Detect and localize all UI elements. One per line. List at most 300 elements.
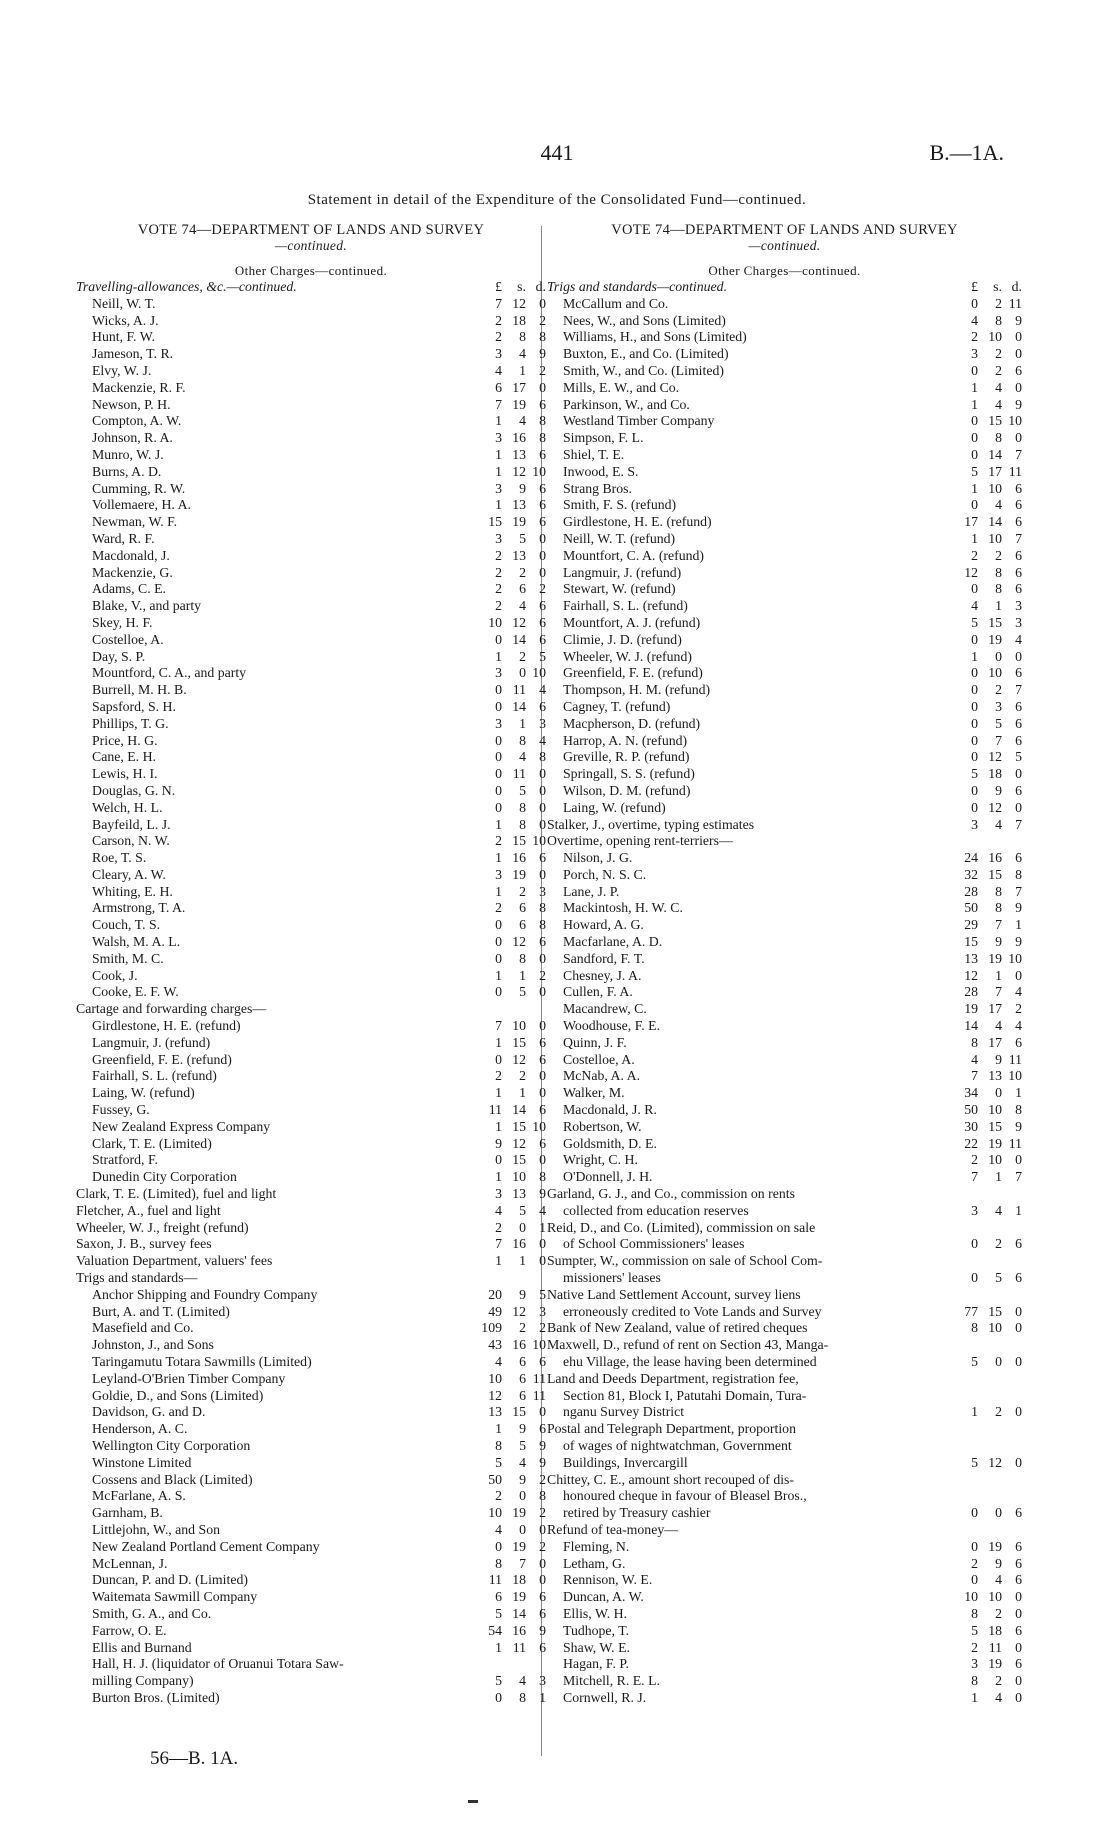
entry-amount [948,817,1022,834]
entry-description: Goldie, D., and Sons (Limited) [92,1387,264,1403]
table-row [76,1220,546,1237]
table-row [76,934,546,951]
entry-description: Chesney, J. A. [563,967,642,983]
entry-amount [472,766,546,783]
pounds-value: 8 [495,1555,502,1571]
entry-description: Cane, E. H. [92,749,156,765]
shillings-value: 5 [519,984,526,1000]
entry-amount [472,900,546,917]
shillings-value: 9 [995,1555,1002,1571]
pence-value: 11 [1008,295,1022,311]
table-row [76,1085,546,1102]
pounds-value: 2 [971,547,978,563]
table-row [547,380,1022,397]
pounds-value: 0 [971,446,978,462]
pounds-value: 0 [495,782,502,798]
entry-description: of School Commissioners' leases [563,1236,745,1252]
entry-description: Cullen, F. A. [563,984,633,1000]
table-row [76,733,546,750]
entry-amount [472,1203,546,1220]
shillings-value: 15 [512,1034,526,1050]
pounds-value: 10 [488,1370,502,1386]
pence-value: 8 [539,329,546,345]
table-row [547,1556,1022,1573]
entry-amount [948,1320,1022,1337]
entry-amount [948,1623,1022,1640]
table-row [76,1640,546,1657]
pounds-value: 0 [971,295,978,311]
pence-value: 6 [539,698,546,714]
entries-list [76,296,546,1707]
table-row [547,514,1022,531]
table-row [547,598,1022,615]
entry-description: Fussey, G. [92,1102,150,1118]
entry-amount [472,1035,546,1052]
entry-amount [948,665,1022,682]
pounds-value: 11 [488,1102,502,1118]
pounds-value: 0 [971,698,978,714]
pounds-value: 22 [964,1135,978,1151]
table-row [76,514,546,531]
entry-description: Cornwell, R. J. [563,1689,647,1705]
table-row [547,1035,1022,1052]
entry-amount [472,1220,546,1237]
entry-amount [472,1572,546,1589]
table-row [547,1304,1022,1321]
entry-amount [472,565,546,582]
pence-value: 8 [539,1169,546,1185]
entry-description: Inwood, E. S. [563,463,639,479]
entry-description: Clark, T. E. (Limited) [92,1135,212,1151]
entry-description: Fletcher, A., fuel and light [76,1202,221,1218]
pence-value: 0 [539,1253,546,1269]
pounds-value: 5 [971,463,978,479]
entry-amount [472,1556,546,1573]
pence-value: 6 [1015,480,1022,496]
pounds-value: 3 [495,430,502,446]
entry-amount [948,1304,1022,1321]
entry-amount [948,951,1022,968]
document-code: B.—1A. [929,140,1004,165]
shillings-value: 6 [519,917,526,933]
pounds-value: 1 [495,1034,502,1050]
entry-description: Cagney, T. (refund) [563,698,671,714]
entry-amount [948,615,1022,632]
table-row [547,447,1022,464]
pence-value: 7 [1015,530,1022,546]
shillings-value: 0 [995,1354,1002,1369]
shillings-value: 16 [512,1236,526,1252]
pence-value: 6 [539,614,546,630]
entry-description: Trigs and standards— [76,1270,198,1286]
pounds-value: 1 [971,1404,978,1420]
entry-amount [472,363,546,380]
pence-value: 6 [539,1034,546,1050]
shillings-value: 10 [512,1169,526,1185]
pounds-value: 1 [495,497,502,513]
table-row [76,447,546,464]
shillings-value: 16 [512,1337,526,1353]
entry-description: honoured cheque in favour of Bleasel Bros., [563,1488,807,1504]
pence-value: 6 [1015,732,1022,748]
pence-value: 0 [539,1236,546,1252]
table-row [76,632,546,649]
money-headers: £ s. d. [495,279,546,294]
table-row [547,1690,1022,1707]
pounds-value: 0 [971,631,978,647]
pence-value: 4 [539,732,546,748]
table-row [547,1186,1022,1203]
shillings-value: 4 [995,1202,1002,1218]
table-row [76,296,546,313]
entry-amount [948,1102,1022,1119]
entry-description: Stratford, F. [92,1152,158,1168]
table-row [547,716,1022,733]
shillings-value: 5 [995,715,1002,731]
entry-description: Taringamutu Totara Sawmills (Limited) [92,1354,312,1369]
entry-amount [948,481,1022,498]
table-row [76,1623,546,1640]
entry-description: Munro, W. J. [92,446,164,462]
shillings-value: 5 [995,1270,1002,1286]
pounds-value: 3 [971,1656,978,1672]
entry-description: Climie, J. D. (refund) [563,631,682,647]
entry-description: Price, H. G. [92,732,158,748]
shillings-value: 4 [519,749,526,765]
shillings-value: 12 [988,749,1002,765]
entry-amount [948,800,1022,817]
table-row [547,1455,1022,1472]
table-row [76,1001,546,1018]
entry-description: Newman, W. F. [92,514,178,530]
shillings-value: 11 [512,682,526,698]
pence-value: 6 [539,850,546,866]
table-row [76,699,546,716]
pence-value: 6 [1015,1270,1022,1286]
entry-amount [472,481,546,498]
shillings-value: 15 [988,614,1002,630]
table-row [76,716,546,733]
shillings-value: 0 [519,1219,526,1235]
pounds-value: 2 [971,1152,978,1168]
pence-value: 4 [1015,1018,1022,1034]
pounds-value: 1 [495,1253,502,1269]
pounds-value: 2 [495,900,502,916]
entry-description: Girdlestone, H. E. (refund) [563,514,712,530]
pence-value: 2 [539,581,546,597]
pence-value: 8 [539,749,546,765]
entry-description: Rennison, W. E. [563,1572,653,1588]
entry-amount [472,1169,546,1186]
pence-value: 0 [1015,967,1022,983]
pence-value: 0 [1015,1605,1022,1621]
pence-value: 10 [532,1337,546,1353]
entry-description: retired by Treasury cashier [563,1505,711,1521]
table-row [547,329,1022,346]
shillings-value: 18 [988,1622,1002,1638]
entry-amount [472,1404,546,1421]
entry-amount [948,733,1022,750]
entry-amount [472,699,546,716]
pounds-value: 3 [495,530,502,546]
table-row [547,1220,1022,1237]
pence-value: 6 [1015,581,1022,597]
entry-description: Burrell, M. H. B. [92,682,187,698]
entry-amount [472,817,546,834]
pence-value: 3 [539,715,546,731]
table-row [547,464,1022,481]
pence-value: 5 [539,1286,546,1302]
entry-amount [472,682,546,699]
entry-amount [948,413,1022,430]
shillings-value: 10 [988,665,1002,681]
table-row [76,749,546,766]
entry-amount [948,1152,1022,1169]
shillings-value: 1 [519,967,526,983]
pounds-value: 54 [488,1622,502,1638]
entry-amount [472,749,546,766]
entry-amount [472,514,546,531]
entry-description: missioners' leases [563,1270,661,1286]
entry-description: Duncan, P. and D. (Limited) [92,1572,248,1588]
shillings-value: 13 [512,497,526,513]
pounds-value: 0 [971,1270,978,1286]
pounds-value: 0 [971,497,978,513]
entry-amount [948,464,1022,481]
shillings-value: 19 [512,514,526,530]
entry-description: Dunedin City Corporation [92,1169,237,1185]
entry-description: Ellis, W. H. [563,1605,628,1621]
entry-amount [472,1253,546,1270]
table-row [547,1640,1022,1657]
entry-amount [472,665,546,682]
entry-amount [948,867,1022,884]
shillings-value: 6 [519,1354,526,1369]
entry-amount [948,1052,1022,1069]
entry-amount [472,951,546,968]
entry-description: collected from education reserves [563,1202,749,1218]
entry-amount [948,1404,1022,1421]
entry-amount [948,1690,1022,1707]
pence-value: 2 [539,1538,546,1554]
entry-amount [472,548,546,565]
shillings-value: 19 [512,1589,526,1605]
shillings-value: 8 [995,883,1002,899]
shillings-value: 14 [512,1102,526,1118]
pence-value: 11 [1008,1051,1022,1067]
table-row [76,1421,546,1438]
entry-amount [472,850,546,867]
entry-description: McNab, A. A. [563,1068,641,1084]
shillings-value: 11 [512,766,526,782]
shillings-value: 14 [512,631,526,647]
entry-amount [472,968,546,985]
pounds-value: 3 [495,665,502,681]
pounds-value: 2 [495,581,502,597]
shillings-value: 9 [995,782,1002,798]
shillings-value: 7 [995,732,1002,748]
shillings-value: 1 [519,1085,526,1101]
shillings-value: 1 [995,598,1002,614]
entry-amount [472,413,546,430]
pence-value: 6 [539,446,546,462]
pence-value: 0 [1015,1639,1022,1655]
entry-amount [948,1656,1022,1673]
entry-amount [472,716,546,733]
entry-description: Winstone Limited [92,1454,192,1470]
pence-value: 0 [539,530,546,546]
table-row [76,1455,546,1472]
entry-description: Lane, J. P. [563,883,620,899]
entry-description: Newson, P. H. [92,396,171,412]
entry-description: Wright, C. H. [563,1152,638,1168]
shillings-value: 10 [988,1152,1002,1168]
table-row [547,968,1022,985]
pounds-value: 5 [495,1454,502,1470]
entry-amount [472,800,546,817]
entry-description: Compton, A. W. [92,413,182,429]
pence-value: 0 [539,1152,546,1168]
pence-value: 8 [539,900,546,916]
entry-description: New Zealand Express Company [92,1118,271,1134]
entry-amount [472,917,546,934]
pounds-value: 2 [971,1639,978,1655]
entry-description: Harrop, A. N. (refund) [563,732,688,748]
pence-value: 3 [1015,598,1022,614]
entry-description: Smith, G. A., and Co. [92,1605,212,1621]
entry-description: Fairhall, S. L. (refund) [563,598,688,614]
pence-value: 0 [539,1404,546,1420]
shillings-value: 8 [995,581,1002,597]
pence-value: 0 [539,1068,546,1084]
table-row [76,850,546,867]
pence-value: 1 [1015,917,1022,933]
pence-value: 9 [539,1437,546,1453]
pounds-value: 0 [971,430,978,446]
shillings-value: 1 [519,362,526,378]
pounds-value: 2 [495,547,502,563]
pounds-value: 49 [488,1303,502,1319]
entry-description: Woodhouse, F. E. [563,1018,661,1034]
pence-value: 10 [532,665,546,681]
entry-description: Mountfort, A. J. (refund) [563,614,701,630]
table-row [547,884,1022,901]
table-row [547,1505,1022,1522]
shillings-value: 2 [995,346,1002,362]
table-row [76,1136,546,1153]
pounds-value: 3 [495,346,502,362]
table-row [547,1404,1022,1421]
pounds-value: 20 [488,1286,502,1302]
pence-value: 2 [539,967,546,983]
entry-amount [472,1068,546,1085]
entry-description: O'Donnell, J. H. [563,1169,653,1185]
pounds-value: 1 [495,967,502,983]
entry-amount [472,329,546,346]
pence-value: 6 [1015,698,1022,714]
shillings-value: 2 [995,1605,1002,1621]
pounds-value: 2 [971,329,978,345]
shillings-value: 2 [519,883,526,899]
table-row [547,1270,1022,1287]
pounds-value: 0 [495,1538,502,1554]
entry-amount [948,1455,1022,1472]
table-row [547,665,1022,682]
table-row [547,833,1022,850]
pence-value: 6 [539,1589,546,1605]
table-row [76,1169,546,1186]
pence-value: 10 [532,1118,546,1134]
entry-description: Thompson, H. M. (refund) [563,682,711,698]
shillings-value: 11 [512,1639,526,1655]
pounds-value: 7 [971,1068,978,1084]
entry-description: Springall, S. S. (refund) [563,766,695,782]
table-row [76,900,546,917]
table-row [76,1052,546,1069]
table-row [547,1522,1022,1539]
footer-signature: 56—B. 1A. [150,1748,239,1769]
entry-amount [948,1572,1022,1589]
shillings-value: 4 [519,346,526,362]
pounds-value: 0 [495,749,502,765]
pounds-value: 15 [964,934,978,950]
pounds-value: 0 [495,698,502,714]
entry-description: Burton Bros. (Limited) [92,1689,220,1705]
table-row [76,1572,546,1589]
entry-description: Waitemata Sawmill Company [92,1589,258,1605]
pence-value: 6 [539,934,546,950]
shillings-value: 15 [512,1118,526,1134]
pence-value: 3 [539,1303,546,1319]
pence-value: 6 [1015,1622,1022,1638]
entry-description: Adams, C. E. [92,581,166,597]
table-row [76,1236,546,1253]
entry-amount [948,514,1022,531]
table-row [547,363,1022,380]
table-row [547,1488,1022,1505]
column-header-row [76,279,546,296]
pounds-value: 12 [964,967,978,983]
shillings-value: 15 [988,866,1002,882]
pounds-value: 0 [971,799,978,815]
pence-value: 9 [1015,934,1022,950]
entry-amount [948,329,1022,346]
entry-amount [472,296,546,313]
table-row [76,649,546,666]
entry-amount [472,346,546,363]
entry-description: Burns, A. D. [92,463,162,479]
pence-value: 6 [1015,547,1022,563]
entry-amount [472,430,546,447]
pence-value: 7 [1015,682,1022,698]
pence-value: 6 [539,1102,546,1118]
table-row [76,951,546,968]
entry-description: Reid, D., and Co. (Limited), commission on sale [547,1219,816,1235]
pence-value: 0 [539,295,546,311]
pounds-value: 1 [971,530,978,546]
pence-value: 0 [1015,1303,1022,1319]
table-row [547,934,1022,951]
shillings-value: 10 [988,530,1002,546]
entry-amount [472,1052,546,1069]
entry-description: Clark, T. E. (Limited), fuel and light [76,1186,277,1202]
shillings-value: 12 [988,799,1002,815]
pounds-value: 0 [971,1505,978,1521]
table-row [76,615,546,632]
entry-amount [472,1522,546,1539]
shillings-value: 13 [512,446,526,462]
pounds-value: 0 [971,682,978,698]
